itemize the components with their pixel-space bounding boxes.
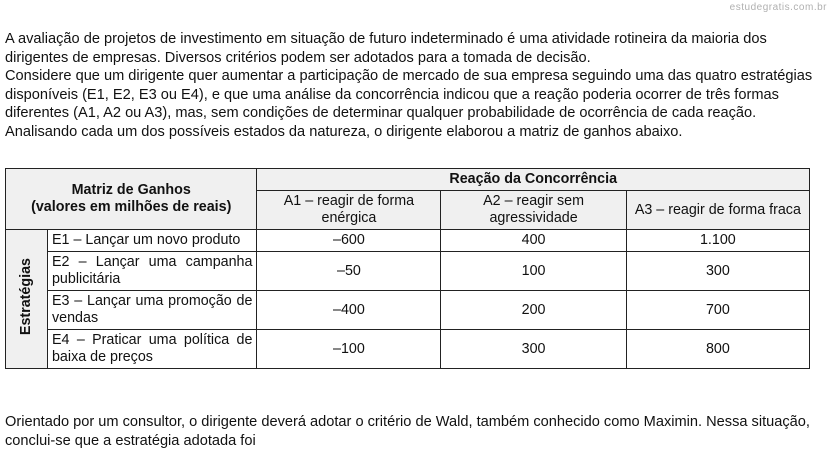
cell-e4-a1: –100 xyxy=(257,330,441,369)
table-row-e4 xyxy=(6,330,810,369)
matrix-corner-units: (valores em milhões de reais) xyxy=(31,199,232,215)
cell-e3-a3: 700 xyxy=(626,291,809,330)
group-header-reacao: Reação da Concorrência xyxy=(257,169,810,191)
cell-e2-a2: 100 xyxy=(441,252,626,291)
question-text: Orientado por um consultor, o dirigente deverá adotar o critério de Wald, também conhecido como Maximin. Nessa situação, conclui-se que a estratégia adotada foi xyxy=(5,414,810,449)
matrix-corner-cell xyxy=(6,169,257,230)
row-group-estrategias xyxy=(6,230,48,369)
row-label-e4: E4 – Praticar uma política de baixa de preços xyxy=(47,330,256,369)
column-header-a2: A2 – reagir sem agressividade xyxy=(441,191,626,230)
cell-e1-a2: 400 xyxy=(441,230,626,252)
table-row-e1 xyxy=(6,230,810,252)
matrix-corner-title: Matriz de Ganhos xyxy=(71,182,191,198)
row-label-e2: E2 – Lançar uma campanha publicitária xyxy=(47,252,256,291)
cell-e4-a2: 300 xyxy=(441,330,626,369)
cell-e2-a1: –50 xyxy=(257,252,441,291)
column-header-a1: A1 – reagir de forma enérgica xyxy=(257,191,441,230)
cell-e1-a3: 1.100 xyxy=(626,230,809,252)
cell-e3-a1: –400 xyxy=(257,291,441,330)
watermark: estudegratis.com.br xyxy=(729,2,827,13)
cell-e2-a3: 300 xyxy=(626,252,809,291)
row-label-e3: E3 – Lançar uma promoção de vendas xyxy=(47,291,256,330)
cell-e3-a2: 200 xyxy=(441,291,626,330)
intro-paragraph-2: Considere que um dirigente quer aumentar a participação de mercado de sua empresa seguindo uma das quatro estratégias disponíveis (E1, E2, E3 ou E4), e que uma análise da concorrência indicou que a reação poderia ocorrer de três formas diferentes (A1, A2 ou A3), mas, sem condições de determinar qualquer probabilidade de ocorrência de cada reação. Analisando cada um dos possíveis estados da natureza, o dirigente elaborou a matriz de ganhos abaixo. xyxy=(5,68,813,140)
row-label-e1: E1 – Lançar um novo produto xyxy=(47,230,256,252)
row-group-label: Estratégias xyxy=(17,257,34,336)
cell-e1-a1: –600 xyxy=(257,230,441,252)
table-row-e2 xyxy=(6,252,810,291)
cell-e4-a3: 800 xyxy=(626,330,809,369)
table-row-e3 xyxy=(6,291,810,330)
column-header-a3: A3 – reagir de forma fraca xyxy=(626,191,809,230)
intro-text xyxy=(5,30,828,142)
intro-paragraph-1: A avaliação de projetos de investimento em situação de futuro indeterminado é uma atividade rotineira da maioria dos dirigentes de empresas. Diversos critérios podem ser adotados para a tomada de decisão. xyxy=(5,31,767,66)
payoff-matrix-table xyxy=(5,168,810,369)
table-header-row-1 xyxy=(6,169,810,191)
